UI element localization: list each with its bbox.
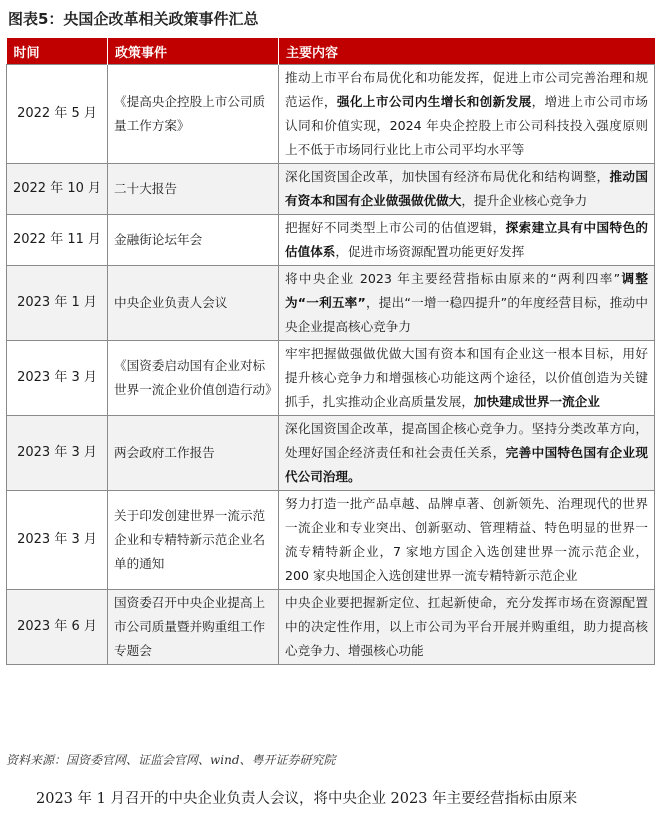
content-emphasis: 强化上市公司内生增长和创新发展: [336, 94, 532, 109]
table-row: [7, 416, 655, 491]
row-date: 2022 年 11 月: [7, 215, 108, 266]
row-date: 2023 年 1 月: [7, 266, 108, 341]
content-emphasis: 调整为“一利五率”: [285, 271, 649, 310]
content-text: 深化国资国企改革，提高国企核心竞争力。坚持分类改革方向，处理好国企经济责任和社会责任关系，: [285, 421, 648, 460]
table-row: [7, 215, 655, 266]
content-text: ，增进上市公司市场认同和价值实现，2024 年央企控股上市公司科技投入强度原则上不低于市场同行业比上市公司平均水平等: [285, 94, 649, 157]
content-text: ，提出“一增一稳四提升”的年度经营目标，推动中央企业提高核心竞争力: [285, 295, 648, 334]
figure-title: 图表5：央国企改革相关政策事件汇总: [8, 10, 259, 28]
content-emphasis: 探索建立具有中国特色的估值体系: [285, 220, 649, 259]
content-text: ，提升企业核心竞争力: [461, 193, 588, 208]
table-header-row: [7, 38, 655, 65]
row-event: 关于印发创建世界一流示范企业和专精特新示范企业名单的通知: [108, 491, 279, 590]
table-row: [7, 164, 655, 215]
row-content: [279, 491, 655, 590]
row-date: 2023 年 3 月: [7, 491, 108, 590]
row-date: 2023 年 3 月: [7, 416, 108, 491]
row-content: [279, 215, 655, 266]
row-content: [279, 266, 655, 341]
source-note: 资料来源：国资委官网、证监会官网、wind、粤开证券研究院: [6, 753, 336, 767]
row-date: 2023 年 6 月: [7, 590, 108, 665]
row-event: 两会政府工作报告: [108, 416, 279, 491]
content-text: 把握好不同类型上市公司的估值逻辑，: [285, 220, 506, 235]
policy-events-table: [6, 38, 655, 665]
row-content: [279, 416, 655, 491]
row-content: [279, 341, 655, 416]
row-date: 2022 年 10 月: [7, 164, 108, 215]
content-text: 将中央企业 2023 年主要经营指标由原来的“两利四率”: [285, 271, 621, 286]
content-text: 深化国资国企改革，加快国有经济布局优化和结构调整，: [285, 169, 610, 184]
table-body: [7, 65, 655, 665]
table-row: [7, 65, 655, 164]
table-row: [7, 266, 655, 341]
body-paragraph: 2023 年 1 月召开的中央企业负责人会议，将中央企业 2023 年主要经营指标由原来: [36, 791, 578, 807]
row-event: 金融街论坛年会: [108, 215, 279, 266]
content-emphasis: 加快建成世界一流企业: [473, 394, 600, 409]
content-text: 中央企业要把握新定位、扛起新使命，充分发挥市场在资源配置中的决定性作用，以上市公司为平台开展并购重组，助力提高核心竞争力、增强核心功能: [285, 595, 648, 658]
header-content: 主要内容: [279, 38, 655, 65]
row-date: 2022 年 5 月: [7, 65, 108, 164]
table-row: [7, 590, 655, 665]
content-text: 努力打造一批产品卓越、品牌卓著、创新领先、治理现代的世界一流企业和专业突出、创新驱动、管理精益、特色明显的世界一流专精特新企业，7 家地方国企入选创建世界一流示范企业，200 家央地国企入选创建世界一流专精特新示范企业: [285, 496, 648, 583]
table-row: [7, 491, 655, 590]
content-emphasis: 推动国有资本和国有企业做强做优做大: [285, 169, 649, 208]
content-emphasis: 完善中国特色国有企业现代公司治理。: [285, 445, 649, 484]
header-event: 政策事件: [108, 38, 279, 65]
row-content: [279, 164, 655, 215]
row-event: 《提高央企控股上市公司质量工作方案》: [108, 65, 279, 164]
row-content: [279, 65, 655, 164]
row-event: 《国资委启动国有企业对标世界一流企业价值创造行动》: [108, 341, 279, 416]
row-date: 2023 年 3 月: [7, 341, 108, 416]
table-row: [7, 341, 655, 416]
content-text: 牢牢把握做强做优做大国有资本和国有企业这一根本目标，用好提升核心竞争力和增强核心功能这两个途径，以价值创造为关键抓手，扎实推动企业高质量发展，: [285, 346, 648, 409]
row-event: 中央企业负责人会议: [108, 266, 279, 341]
content-text: ，促进市场资源配置功能更好发挥: [335, 244, 525, 259]
row-event: 二十大报告: [108, 164, 279, 215]
row-content: [279, 590, 655, 665]
content-text: 推动上市平台布局优化和功能发挥，促进上市公司完善治理和规范运作，: [285, 70, 648, 109]
header-date: 时间: [7, 38, 108, 65]
row-event: 国资委召开中央企业提高上市公司质量暨并购重组工作专题会: [108, 590, 279, 665]
